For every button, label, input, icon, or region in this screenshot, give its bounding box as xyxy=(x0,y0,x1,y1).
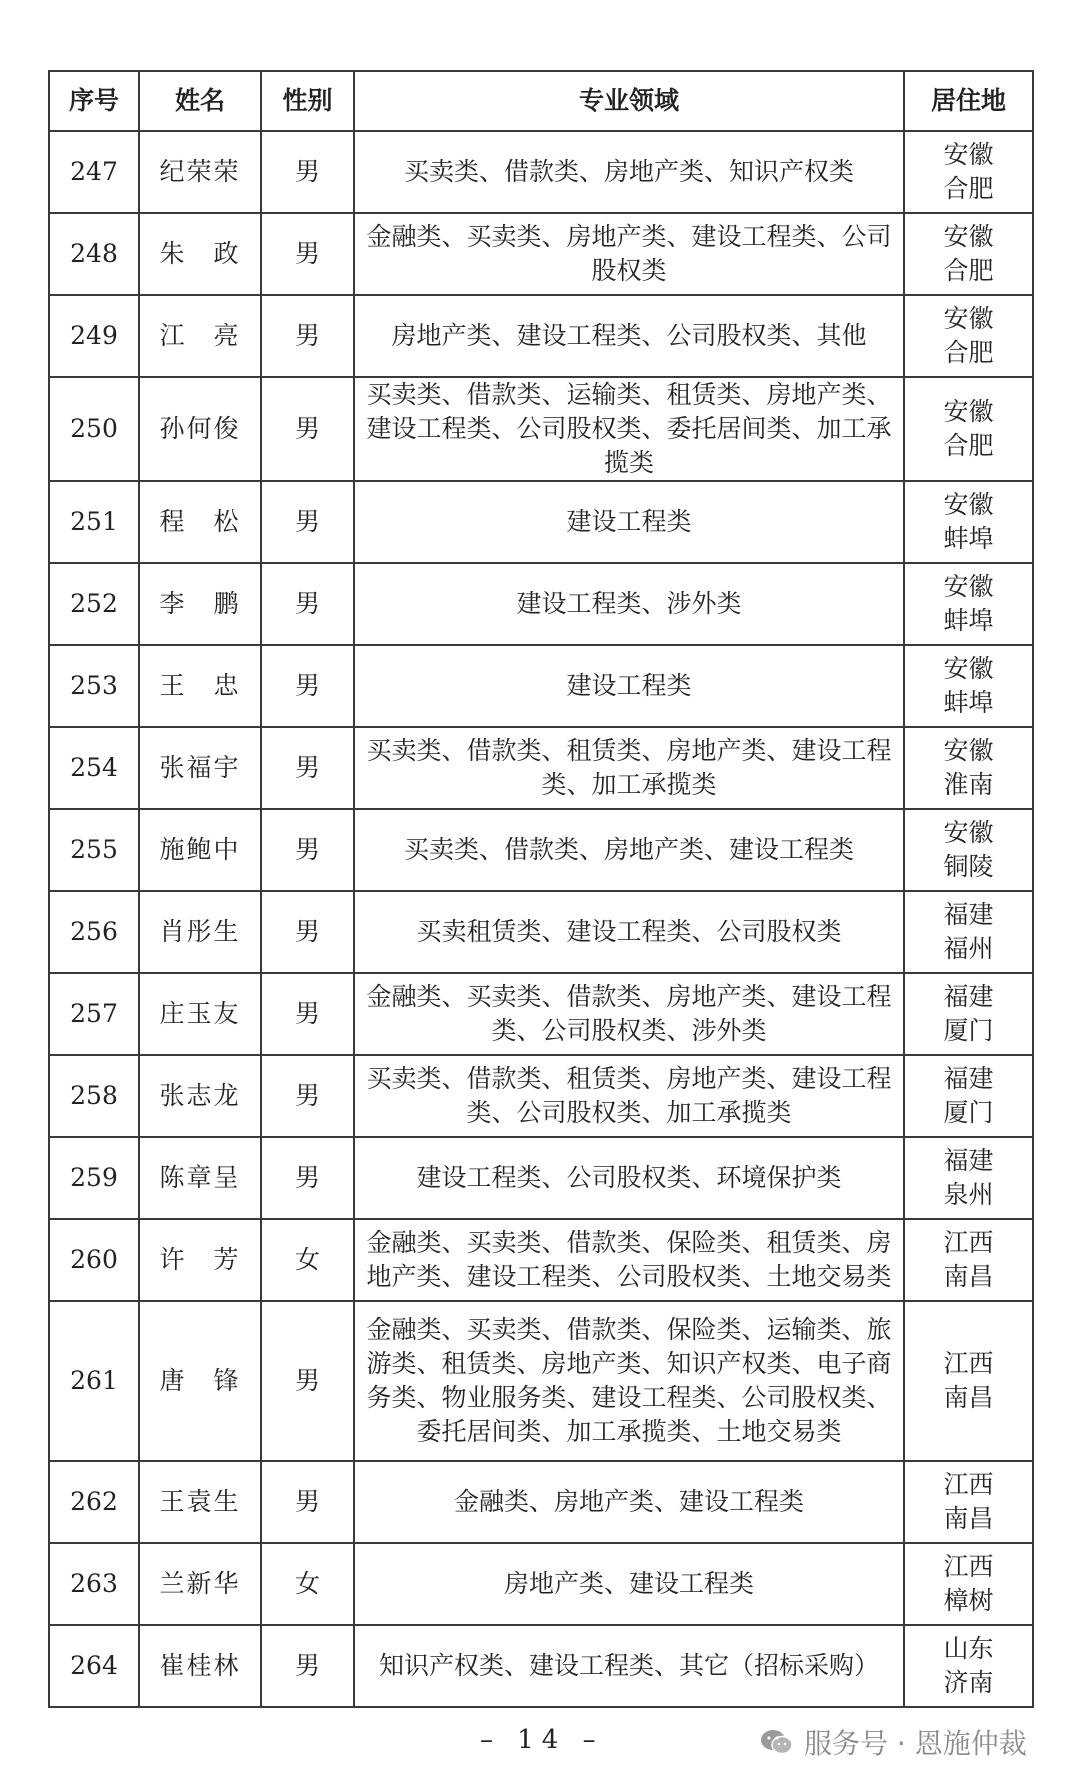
residence-city: 泉州 xyxy=(943,1180,994,1209)
cell-index: 251 xyxy=(49,481,139,563)
cell-residence xyxy=(904,563,1033,645)
residence-province: 安徽 xyxy=(943,304,994,333)
cell-index: 252 xyxy=(49,563,139,645)
header-residence: 居住地 xyxy=(904,71,1033,131)
cell-gender: 男 xyxy=(261,481,354,563)
table-row xyxy=(49,1543,1033,1625)
cell-gender: 男 xyxy=(261,645,354,727)
cell-field: 房地产类、建设工程类、公司股权类、其他 xyxy=(354,295,904,377)
table-row xyxy=(49,481,1033,563)
cell-gender: 男 xyxy=(261,1137,354,1219)
cell-gender: 男 xyxy=(261,377,354,481)
cell-residence xyxy=(904,809,1033,891)
page-number: – 14 – xyxy=(480,1725,604,1755)
cell-name: 张福宇 xyxy=(139,727,261,809)
residence-province: 江西 xyxy=(943,1470,994,1499)
table-row xyxy=(49,1461,1033,1543)
cell-residence xyxy=(904,1543,1033,1625)
residence-city: 合肥 xyxy=(943,431,994,460)
header-gender: 性别 xyxy=(261,71,354,131)
residence-province: 江西 xyxy=(943,1552,994,1581)
table-row xyxy=(49,1301,1033,1461)
cell-index: 253 xyxy=(49,645,139,727)
cell-residence xyxy=(904,1461,1033,1543)
cell-gender: 女 xyxy=(261,1219,354,1301)
cell-gender: 男 xyxy=(261,809,354,891)
residence-province: 安徽 xyxy=(943,818,994,847)
cell-field: 买卖类、借款类、运输类、租赁类、房地产类、建设工程类、公司股权类、委托居间类、加工承揽类 xyxy=(354,377,904,481)
cell-residence xyxy=(904,891,1033,973)
table-row xyxy=(49,563,1033,645)
header-index: 序号 xyxy=(49,71,139,131)
table-row xyxy=(49,1219,1033,1301)
cell-name: 崔桂林 xyxy=(139,1625,261,1707)
cell-field: 金融类、房地产类、建设工程类 xyxy=(354,1461,904,1543)
cell-index: 264 xyxy=(49,1625,139,1707)
table-row xyxy=(49,295,1033,377)
residence-city: 蚌埠 xyxy=(943,606,994,635)
cell-name: 庄玉友 xyxy=(139,973,261,1055)
cell-residence xyxy=(904,1055,1033,1137)
cell-index: 255 xyxy=(49,809,139,891)
cell-field: 买卖类、借款类、房地产类、建设工程类 xyxy=(354,809,904,891)
residence-city: 南昌 xyxy=(943,1504,994,1533)
table-row xyxy=(49,1055,1033,1137)
cell-name: 王袁生 xyxy=(139,1461,261,1543)
cell-residence xyxy=(904,295,1033,377)
residence-province: 安徽 xyxy=(943,397,994,426)
cell-residence xyxy=(904,645,1033,727)
cell-gender: 女 xyxy=(261,1543,354,1625)
cell-name: 陈章呈 xyxy=(139,1137,261,1219)
header-name: 姓名 xyxy=(139,71,261,131)
cell-index: 259 xyxy=(49,1137,139,1219)
cell-field: 金融类、买卖类、借款类、保险类、租赁类、房地产类、建设工程类、公司股权类、土地交易类 xyxy=(354,1219,904,1301)
residence-province: 安徽 xyxy=(943,572,994,601)
cell-residence xyxy=(904,727,1033,809)
cell-field: 金融类、买卖类、借款类、房地产类、建设工程类、公司股权类、涉外类 xyxy=(354,973,904,1055)
cell-field: 知识产权类、建设工程类、其它（招标采购） xyxy=(354,1625,904,1707)
residence-province: 安徽 xyxy=(943,654,994,683)
cell-index: 249 xyxy=(49,295,139,377)
residence-city: 合肥 xyxy=(943,174,994,203)
residence-city: 淮南 xyxy=(943,770,994,799)
cell-field: 买卖类、借款类、房地产类、知识产权类 xyxy=(354,131,904,213)
residence-province: 山东 xyxy=(943,1634,994,1663)
residence-province: 安徽 xyxy=(943,490,994,519)
cell-index: 261 xyxy=(49,1301,139,1461)
table-row xyxy=(49,645,1033,727)
cell-gender: 男 xyxy=(261,131,354,213)
residence-city: 蚌埠 xyxy=(943,688,994,717)
table-row xyxy=(49,377,1033,481)
cell-field: 房地产类、建设工程类 xyxy=(354,1543,904,1625)
residence-province: 安徽 xyxy=(943,222,994,251)
table-header-row xyxy=(49,71,1033,131)
watermark-text: 服务号 · 恩施仲裁 xyxy=(804,1727,1027,1760)
residence-city: 福州 xyxy=(943,934,994,963)
residence-city: 厦门 xyxy=(943,1098,994,1127)
wechat-icon xyxy=(760,1729,794,1755)
cell-residence xyxy=(904,131,1033,213)
cell-gender: 男 xyxy=(261,1301,354,1461)
cell-residence xyxy=(904,1301,1033,1461)
residence-city: 合肥 xyxy=(943,338,994,367)
table-row xyxy=(49,891,1033,973)
cell-index: 247 xyxy=(49,131,139,213)
cell-index: 258 xyxy=(49,1055,139,1137)
table-row xyxy=(49,213,1033,295)
cell-name: 施鲍中 xyxy=(139,809,261,891)
cell-name: 许 芳 xyxy=(139,1219,261,1301)
residence-city: 厦门 xyxy=(943,1016,994,1045)
cell-field: 金融类、买卖类、借款类、保险类、运输类、旅游类、租赁类、房地产类、知识产权类、电子商务类、物业服务类、建设工程类、公司股权类、委托居间类、加工承揽类、土地交易类 xyxy=(354,1301,904,1461)
residence-province: 江西 xyxy=(943,1349,994,1378)
cell-field: 买卖类、借款类、租赁类、房地产类、建设工程类、加工承揽类 xyxy=(354,727,904,809)
cell-name: 朱 政 xyxy=(139,213,261,295)
cell-residence xyxy=(904,973,1033,1055)
residence-province: 安徽 xyxy=(943,736,994,765)
cell-index: 262 xyxy=(49,1461,139,1543)
cell-name: 孙何俊 xyxy=(139,377,261,481)
table-row xyxy=(49,131,1033,213)
cell-index: 256 xyxy=(49,891,139,973)
table-row xyxy=(49,973,1033,1055)
cell-gender: 男 xyxy=(261,213,354,295)
cell-name: 肖彤生 xyxy=(139,891,261,973)
cell-name: 程 松 xyxy=(139,481,261,563)
residence-province: 福建 xyxy=(943,1146,994,1175)
cell-field: 金融类、买卖类、房地产类、建设工程类、公司股权类 xyxy=(354,213,904,295)
residence-province: 福建 xyxy=(943,1064,994,1093)
cell-gender: 男 xyxy=(261,1055,354,1137)
arbitrator-table xyxy=(48,70,1034,1708)
cell-name: 兰新华 xyxy=(139,1543,261,1625)
residence-city: 合肥 xyxy=(943,256,994,285)
cell-index: 257 xyxy=(49,973,139,1055)
residence-province: 福建 xyxy=(943,900,994,929)
header-field: 专业领域 xyxy=(354,71,904,131)
cell-field: 建设工程类 xyxy=(354,481,904,563)
cell-gender: 男 xyxy=(261,727,354,809)
residence-province: 安徽 xyxy=(943,140,994,169)
cell-index: 254 xyxy=(49,727,139,809)
residence-province: 江西 xyxy=(943,1228,994,1257)
residence-province: 福建 xyxy=(943,982,994,1011)
table-row xyxy=(49,1625,1033,1707)
cell-residence xyxy=(904,1137,1033,1219)
cell-name: 纪荣荣 xyxy=(139,131,261,213)
table-row xyxy=(49,727,1033,809)
cell-name: 张志龙 xyxy=(139,1055,261,1137)
cell-index: 263 xyxy=(49,1543,139,1625)
residence-city: 铜陵 xyxy=(943,852,994,881)
watermark xyxy=(760,1722,1027,1762)
cell-gender: 男 xyxy=(261,1461,354,1543)
cell-field: 建设工程类、公司股权类、环境保护类 xyxy=(354,1137,904,1219)
cell-gender: 男 xyxy=(261,973,354,1055)
residence-city: 蚌埠 xyxy=(943,524,994,553)
cell-field: 建设工程类 xyxy=(354,645,904,727)
cell-gender: 男 xyxy=(261,295,354,377)
residence-city: 南昌 xyxy=(943,1383,994,1412)
cell-residence xyxy=(904,377,1033,481)
cell-residence xyxy=(904,1219,1033,1301)
residence-city: 南昌 xyxy=(943,1262,994,1291)
cell-residence xyxy=(904,481,1033,563)
cell-field: 买卖类、借款类、租赁类、房地产类、建设工程类、公司股权类、加工承揽类 xyxy=(354,1055,904,1137)
cell-residence xyxy=(904,213,1033,295)
cell-name: 江 亮 xyxy=(139,295,261,377)
cell-index: 260 xyxy=(49,1219,139,1301)
cell-index: 248 xyxy=(49,213,139,295)
cell-name: 王 忠 xyxy=(139,645,261,727)
cell-gender: 男 xyxy=(261,1625,354,1707)
cell-name: 李 鹏 xyxy=(139,563,261,645)
table-row xyxy=(49,809,1033,891)
cell-index: 250 xyxy=(49,377,139,481)
residence-city: 济南 xyxy=(943,1668,994,1697)
cell-field: 建设工程类、涉外类 xyxy=(354,563,904,645)
cell-gender: 男 xyxy=(261,563,354,645)
cell-name: 唐 锋 xyxy=(139,1301,261,1461)
residence-city: 樟树 xyxy=(943,1586,994,1615)
cell-field: 买卖租赁类、建设工程类、公司股权类 xyxy=(354,891,904,973)
cell-gender: 男 xyxy=(261,891,354,973)
table-row xyxy=(49,1137,1033,1219)
cell-residence xyxy=(904,1625,1033,1707)
